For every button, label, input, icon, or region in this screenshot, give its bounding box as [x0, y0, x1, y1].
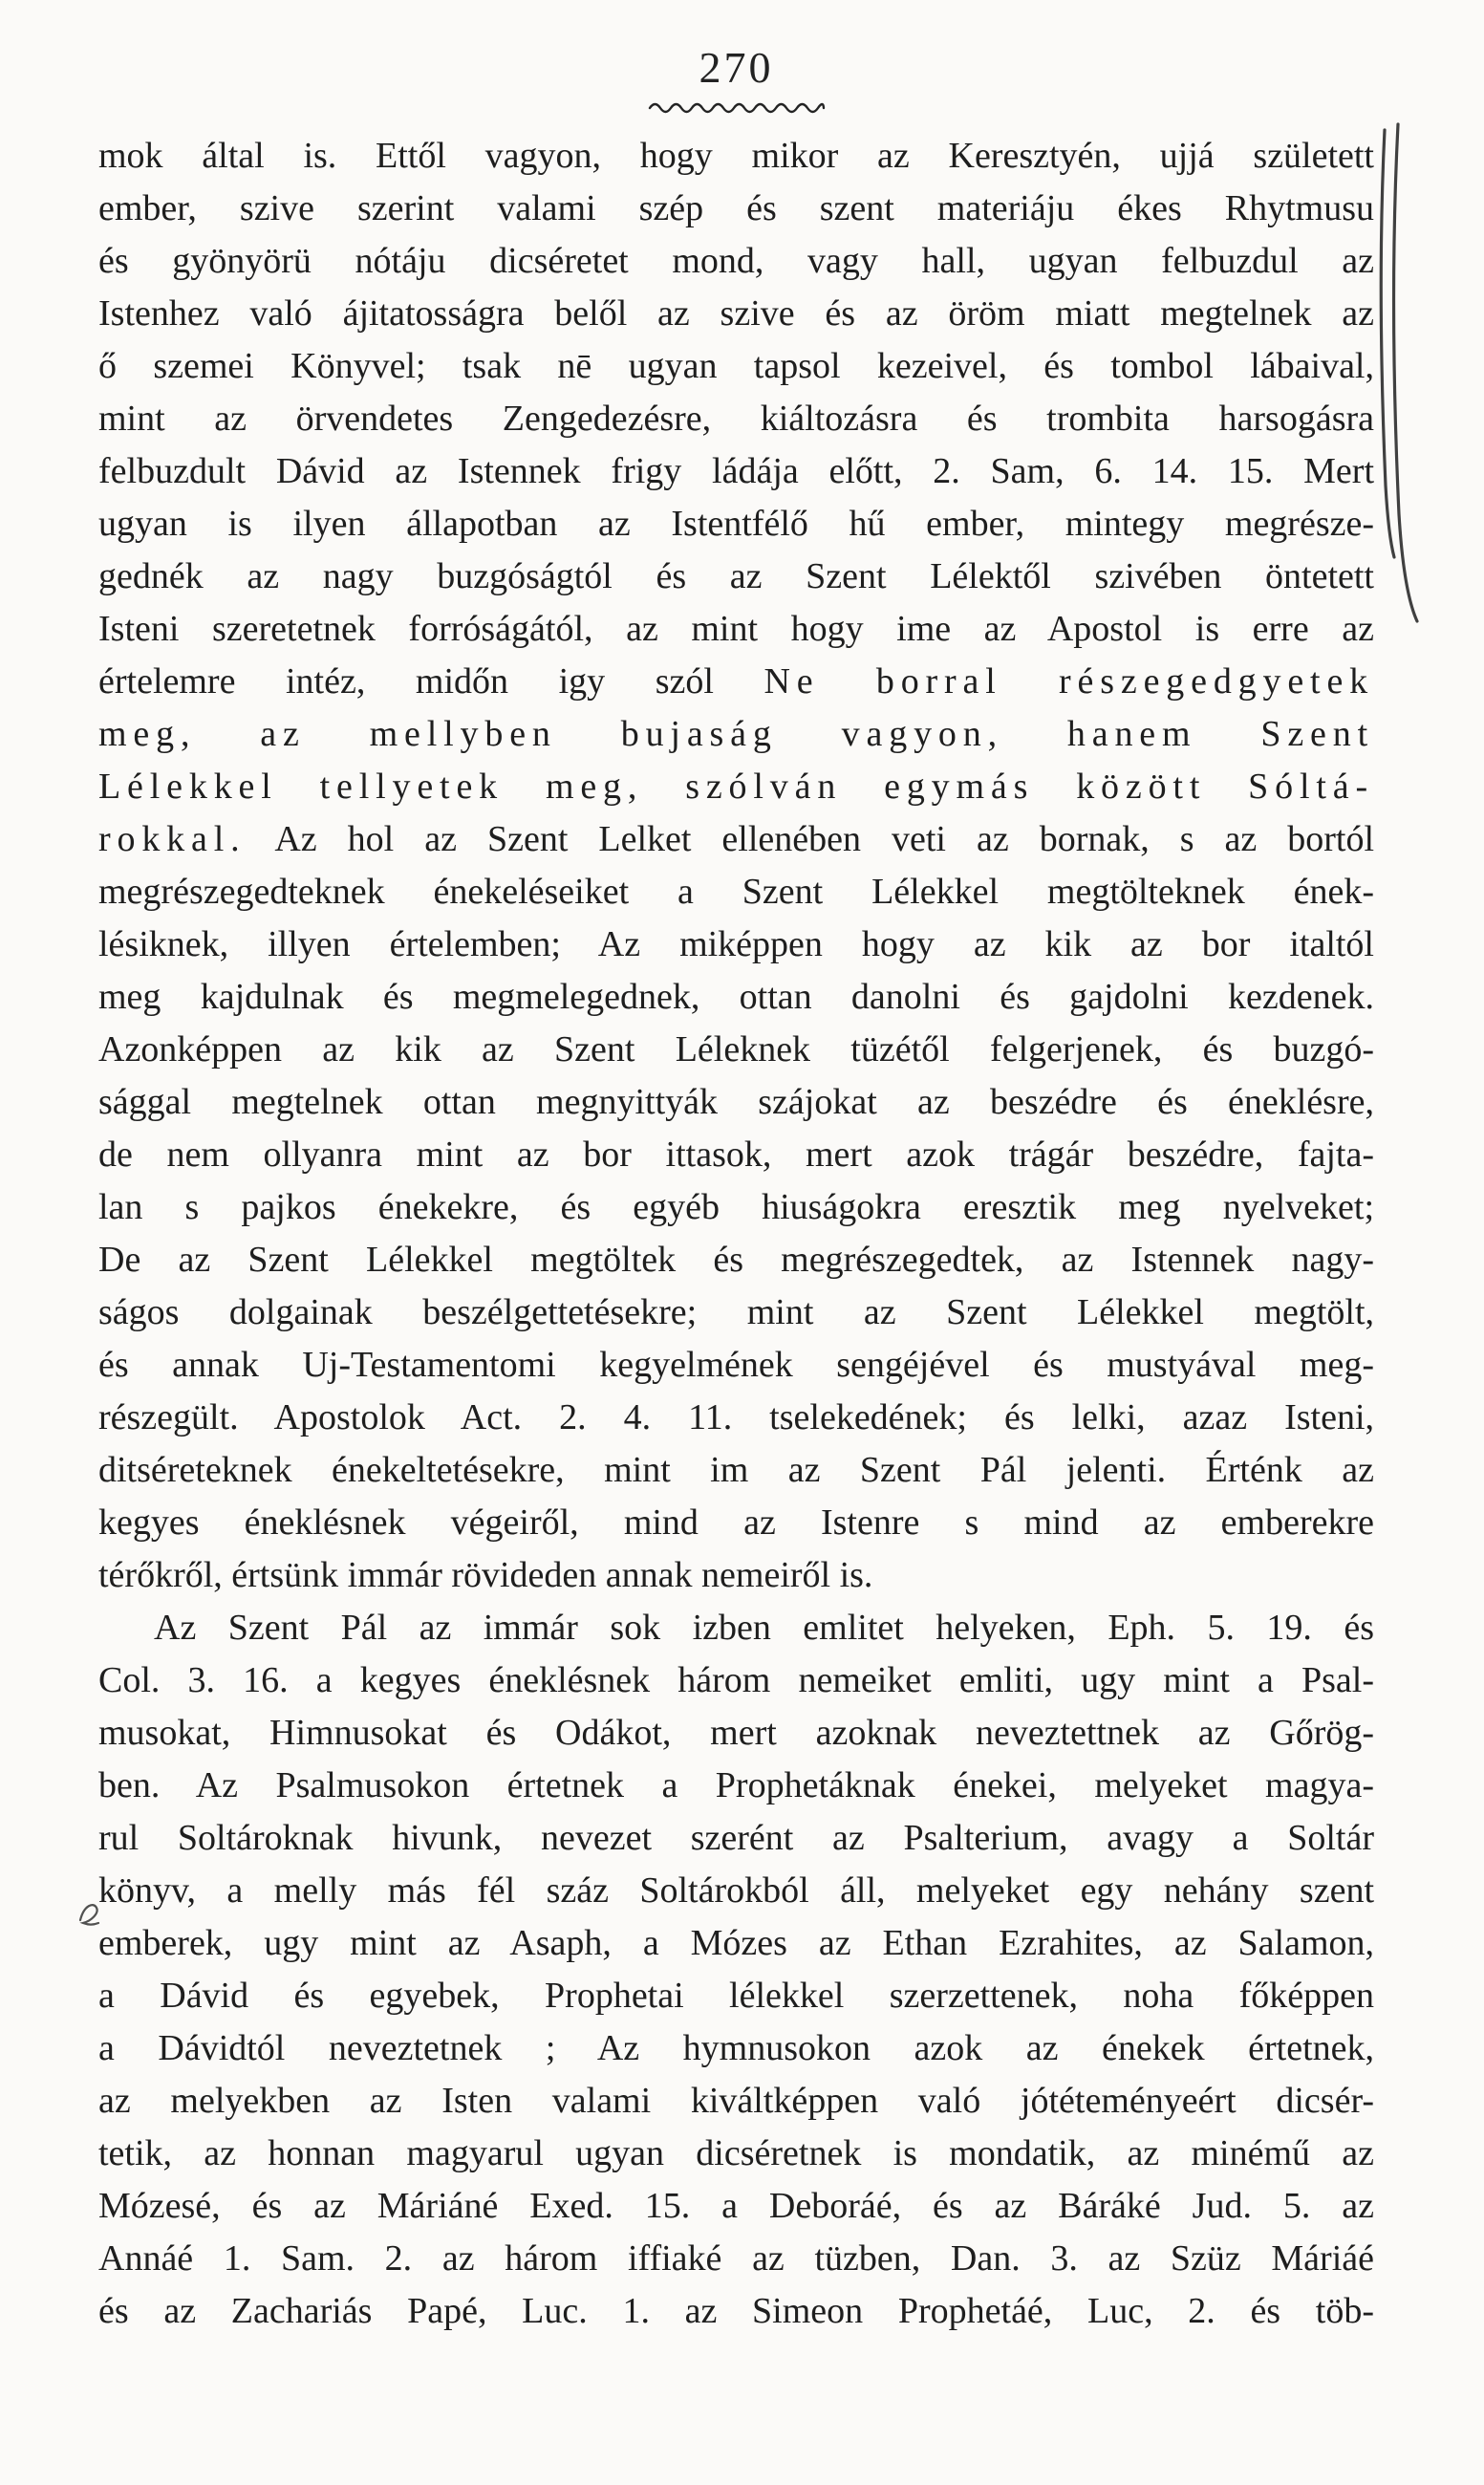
text-line	[98, 1654, 1374, 1707]
text-line	[98, 656, 1374, 708]
text-segment: De az Szent Lélekkel megtöltek és megrészegedtek, az Istennek nagy-	[98, 1240, 1374, 1280]
text-segment: kegyes éneklésnek végeiről, mind az Istenre s mind az emberekre	[98, 1502, 1374, 1543]
text-line	[98, 235, 1374, 288]
text-segment: lan s pajkos énekekre, és egyéb hiuságokra eresztik meg nyelveket;	[98, 1187, 1374, 1227]
text-segment: sággal megtelnek ottan megnyittyák szájokat az beszédre és éneklésre,	[98, 1082, 1374, 1122]
text-segment: Isteni szeretetnek forróságától, az mint hogy ime az Apostol is erre az	[98, 609, 1374, 649]
text-segment: ő szemei Könyvel; tsak nē ugyan tapsol kezeivel, és tombol lábaival,	[98, 346, 1374, 386]
margin-double-stroke-icon	[1373, 122, 1423, 629]
text-segment: Istenhez való ájitatosságra belől az szive és az öröm miatt megtelnek az	[98, 293, 1374, 334]
text-line	[98, 971, 1374, 1024]
text-line	[98, 445, 1374, 498]
text-line	[98, 1865, 1374, 1917]
text-line	[98, 1917, 1374, 1970]
text-line	[98, 1602, 1374, 1654]
text-segment: tetik, az honnan magyarul ugyan dicséretnek is mondatik, az minémű az	[98, 2133, 1374, 2173]
text-line	[98, 183, 1374, 235]
margin-scribble-icon	[76, 1897, 105, 1930]
text-segment: gednék az nagy buzgóságtól és az Szent Lélektől szivében öntetett	[98, 556, 1374, 596]
text-segment: ember, szive szerint valami szép és szent materiáju ékes Rhytmusu	[98, 188, 1374, 228]
text-line	[98, 2285, 1374, 2338]
emphasized-text-segment: rokkal.	[98, 819, 247, 859]
text-segment: megrészegedteknek énekeléseiket a Szent Lélekkel megtölteknek ének-	[98, 872, 1374, 912]
text-line	[98, 813, 1374, 866]
text-segment: rul Soltároknak hivunk, nevezet szerént az Psalterium, avagy a Soltár	[98, 1818, 1374, 1858]
text-line	[98, 2022, 1374, 2075]
text-segment: Col. 3. 16. a kegyes éneklésnek három nemeiket emliti, ugy mint a Psal-	[98, 1660, 1374, 1700]
text-segment: ugyan is ilyen állapotban az Istentfélő hű ember, mintegy megrésze-	[98, 504, 1374, 544]
text-line	[98, 2128, 1374, 2180]
text-segment: Azonképpen az kik az Szent Léleknek tüzétől felgerjenek, és buzgó-	[98, 1029, 1374, 1070]
text-segment: emberek, ugy mint az Asaph, a Mózes az Ethan Ezrahites, az Salamon,	[98, 1923, 1374, 1963]
text-line	[98, 1024, 1374, 1076]
text-line	[98, 1549, 1374, 1602]
text-line	[98, 1392, 1374, 1444]
text-line	[98, 708, 1374, 761]
text-line	[98, 1286, 1374, 1339]
text-line	[98, 1812, 1374, 1865]
text-line	[98, 1181, 1374, 1234]
text-segment: könyv, a melly más fél száz Soltárokból áll, melyeket egy nehány szent	[98, 1870, 1374, 1911]
text-segment: lésiknek, illyen értelemben; Az miképpen hogy az kik az bor italtól	[98, 924, 1374, 964]
emphasized-text-segment: meg, az mellyben bujaság vagyon, hanem Szent	[98, 714, 1374, 754]
text-line	[98, 288, 1374, 340]
text-segment: az melyekben az Isten valami kiváltképpen való jótéteményeért dicsér-	[98, 2081, 1374, 2121]
text-segment: és az Zachariás Papé, Luc. 1. az Simeon Prophetáé, Luc, 2. és töb-	[98, 2291, 1374, 2331]
text-line	[98, 2075, 1374, 2128]
text-segment: ben. Az Psalmusokon értetnek a Prophetáknak énekei, melyeket magya-	[98, 1765, 1374, 1805]
text-segment: a Dávidtól neveztetnek ; Az hymnusokon azok az énekek értetnek,	[98, 2028, 1374, 2068]
text-line	[98, 1970, 1374, 2022]
text-line	[98, 551, 1374, 603]
text-segment: mok által is. Ettől vagyon, hogy mikor az Keresztyén, ujjá született	[98, 136, 1374, 176]
text-segment: Mózesé, és az Máriáné Exed. 15. a Deboráé, és az Báráké Jud. 5. az	[98, 2186, 1374, 2226]
text-segment: musokat, Himnusokat és Odákot, mert azoknak neveztettnek az Gőrög-	[98, 1713, 1374, 1753]
page-number: 270	[699, 43, 774, 92]
text-line	[98, 2233, 1374, 2285]
left-margin-mark	[76, 1897, 105, 1934]
text-segment: és gyönyörü nótáju dicséretet mond, vagy hall, ugyan felbuzdul az	[98, 241, 1374, 281]
text-line	[98, 1234, 1374, 1286]
text-line	[98, 1076, 1374, 1129]
text-line	[98, 130, 1374, 183]
text-line	[98, 1707, 1374, 1760]
text-line	[98, 918, 1374, 971]
text-line	[98, 2180, 1374, 2233]
text-segment: de nem ollyanra mint az bor ittasok, mert azok trágár beszédre, fajta-	[98, 1134, 1374, 1175]
text-segment: és annak Uj-Testamentomi kegyelmének sengéjével és mustyával meg-	[98, 1345, 1374, 1385]
text-segment: ditséreteknek énekeltetésekre, mint im az Szent Pál jelenti. Érténk az	[98, 1450, 1374, 1490]
text-segment: Az Szent Pál az immár sok izben emlitet helyeken, Eph. 5. 19. és	[154, 1608, 1374, 1648]
text-line	[98, 393, 1374, 445]
text-segment: részegült. Apostolok Act. 2. 4. 11. tselekedének; és lelki, azaz Isteni,	[98, 1397, 1374, 1437]
text-line	[98, 866, 1374, 918]
text-segment: térőkről, értsünk immár rövideden annak nemeiről is.	[98, 1555, 873, 1595]
text-line	[98, 1497, 1374, 1549]
text-line	[98, 1760, 1374, 1812]
text-line	[98, 498, 1374, 551]
text-segment: Az hol az Szent Lelket ellenében veti az bornak, s az bortól	[246, 819, 1374, 859]
text-line	[98, 340, 1374, 393]
text-segment: meg kajdulnak és megmelegednek, ottan danolni és gajdolni kezdenek.	[98, 977, 1374, 1017]
emphasized-text-segment: Ne borral részegedgyetek	[764, 661, 1374, 702]
text-segment: értelemre intéz, midőn igy szól	[98, 661, 764, 702]
emphasized-text-segment: Lélekkel tellyetek meg, szólván egymás között Sóltá-	[98, 767, 1374, 807]
text-block	[98, 130, 1374, 2338]
text-segment: mint az örvendetes Zengedezésre, kiáltozásra és trombita harsogásra	[98, 399, 1374, 439]
text-segment: ságos dolgainak beszélgettetésekre; mint az Szent Lélekkel megtölt,	[98, 1292, 1374, 1332]
text-line	[98, 603, 1374, 656]
text-segment: Annáé 1. Sam. 2. az három iffiaké az tüzben, Dan. 3. az Szüz Máriáé	[98, 2238, 1374, 2279]
text-line	[98, 1444, 1374, 1497]
text-line	[98, 1339, 1374, 1392]
text-line	[98, 761, 1374, 813]
page-number-flourish	[98, 97, 1374, 119]
text-segment: a Dávid és egyebek, Prophetai lélekkel szerzettenek, noha főképpen	[98, 1976, 1374, 2016]
right-margin-mark	[1373, 122, 1423, 634]
text-line	[98, 1129, 1374, 1181]
wavy-rule-icon	[646, 97, 828, 115]
text-segment: felbuzdult Dávid az Istennek frigy ládája előtt, 2. Sam, 6. 14. 15. Mert	[98, 451, 1374, 491]
